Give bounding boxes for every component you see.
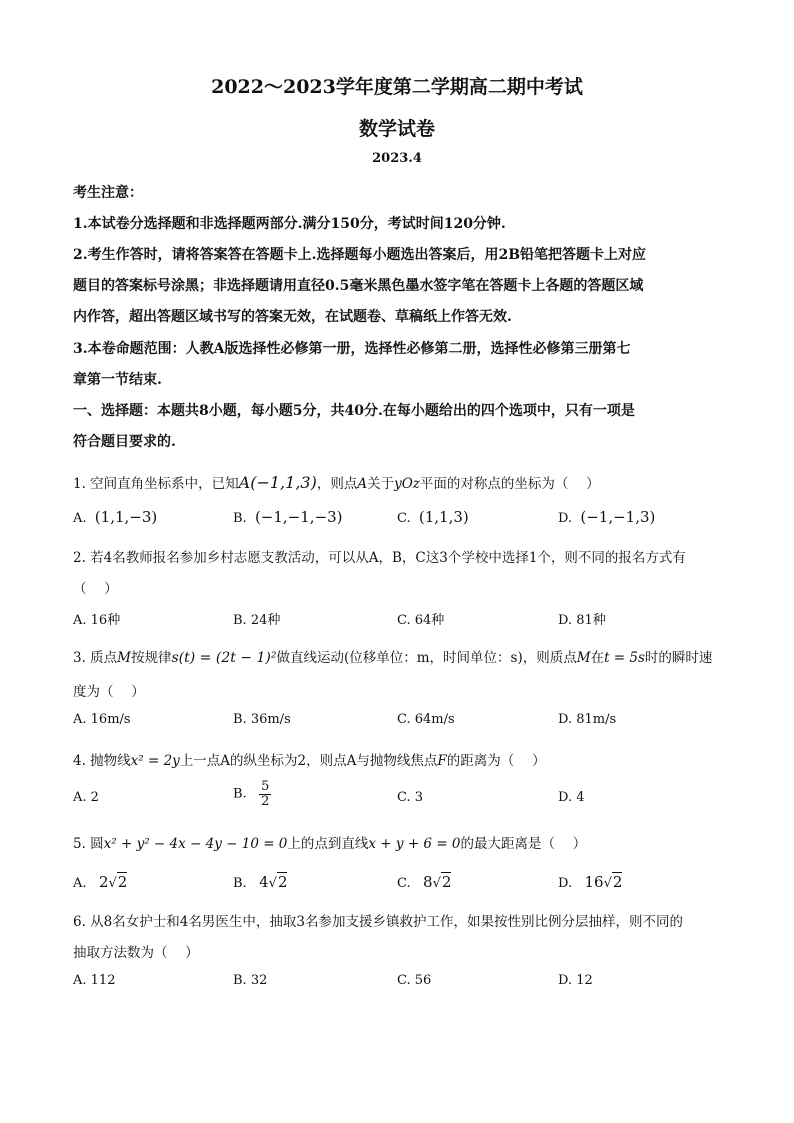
q1-text-d: 平面的对称点的坐标为（ ）	[419, 476, 600, 492]
question-6-stem-line1: 6. 从8名女护士和4名男医生中，抽取3名参加支援乡镇救护工作，如果按性别比例分层抽样，则不同的	[73, 914, 683, 930]
section-heading-line1: 一、选择题：本题共8小题，每小题5分，共40分.在每小题给出的四个选项中，只有一项是	[73, 403, 635, 419]
q5-option-d[interactable]: D. 16√2	[558, 873, 623, 891]
question-3-stem-line2: 度为（ ）	[73, 684, 145, 700]
q4-text-a: 4. 抛物线	[73, 753, 131, 769]
section-heading-line2: 符合题目要求的.	[73, 434, 176, 450]
q3-option-b[interactable]: B. 36m/s	[233, 712, 291, 727]
q3-text-c: 做直线运动(位移单位：m，时间单位：s)，则质点	[276, 650, 577, 666]
q1-option-a-letter: A.	[73, 511, 87, 526]
q6-option-d[interactable]: D. 12	[558, 973, 593, 988]
question-3-stem-line1	[73, 646, 733, 666]
q5-line-formula: x + y + 6 = 0	[368, 836, 461, 852]
q5-option-b-coef: 4	[259, 873, 269, 891]
q5-option-a[interactable]: A. 2√2	[73, 873, 128, 891]
q3-point-m: M	[117, 650, 131, 666]
q1-text-c: 关于	[367, 476, 395, 492]
q5-option-b[interactable]: B. 4√2	[233, 873, 288, 891]
question-5-stem	[73, 832, 733, 852]
q5-option-d-letter: D.	[558, 876, 573, 891]
q4-formula: x² = 2y	[130, 753, 180, 769]
q5-option-b-radicand: 2	[277, 873, 288, 891]
question-6-stem-line2: 抽取方法数为（ ）	[73, 945, 199, 961]
q1-point-name: A	[357, 476, 368, 492]
q1-option-d-value: (−1,−1,3)	[580, 508, 656, 526]
q5-option-c-letter: C.	[397, 876, 411, 891]
q5-option-a-radicand: 2	[117, 873, 128, 891]
q5-text-b: 上的点到直线	[287, 836, 369, 852]
q1-option-c-value: (1,1,3)	[418, 508, 469, 526]
notice-item-2-line1: 2.考生作答时，请将答案答在答题卡上.选择题每小题选出答案后，用2B铅笔把答题卡上对应	[73, 247, 647, 263]
notice-heading: 考生注意：	[73, 185, 143, 201]
q3-text-b: 按规律	[131, 650, 172, 666]
q3-option-c[interactable]: C. 64m/s	[397, 712, 455, 727]
q1-option-a-value: (1,1,−3)	[94, 508, 158, 526]
q4-option-b-letter: B.	[233, 786, 247, 802]
q5-text-a: 5. 圆	[73, 836, 104, 852]
q4-option-a[interactable]: A. 2	[73, 790, 99, 805]
q5-option-d-coef: 16	[584, 873, 604, 891]
q4-option-c[interactable]: C. 3	[397, 790, 424, 805]
q5-option-d-radicand: 2	[612, 873, 623, 891]
q5-text-c: 的最大距离是（ ）	[460, 836, 587, 852]
q3-text-d: 在	[590, 650, 605, 666]
q2-option-a[interactable]: A. 16种	[73, 613, 121, 628]
question-2-stem-line1: 2. 若4名教师报名参加乡村志愿支教活动，可以从A，B，C这3个学校中选择1个，则不同的报名方式有	[73, 550, 686, 566]
exam-date: 2023.4	[372, 151, 422, 166]
q3-formula: s(t) = (2t − 1)²	[171, 650, 277, 666]
q5-option-a-coef: 2	[98, 873, 109, 891]
notice-item-3-line2: 章第一节结束.	[73, 372, 162, 388]
exam-subject: 数学试卷	[358, 118, 435, 140]
q1-option-b-letter: B.	[233, 511, 247, 526]
q4-text-c: 的距离为（ ）	[446, 753, 546, 769]
question-1-stem	[73, 472, 733, 492]
q1-point: A(−1,1,3)	[238, 473, 317, 492]
q5-option-c[interactable]: C. 8√2	[397, 873, 452, 891]
q5-option-c-radicand: 2	[441, 873, 452, 891]
q1-option-d[interactable]	[558, 508, 655, 526]
notice-item-3-line1: 3.本卷命题范围：人教A版选择性必修第一册，选择性必修第二册，选择性必修第三册第七	[73, 341, 631, 357]
q3-point-m2: M	[576, 650, 591, 666]
q3-option-d[interactable]: D. 81m/s	[558, 712, 617, 727]
q1-option-b[interactable]	[233, 508, 343, 526]
q1-plane: yOz	[394, 476, 420, 492]
q1-option-c-letter: C.	[397, 511, 411, 526]
q6-option-c[interactable]: C. 56	[397, 973, 432, 988]
q3-time: t = 5s	[604, 650, 645, 666]
question-2-stem-line2: （ ）	[73, 581, 118, 597]
q2-option-d[interactable]: D. 81种	[558, 613, 606, 628]
q5-option-a-letter: A.	[73, 876, 87, 891]
q6-option-a[interactable]: A. 112	[73, 973, 116, 988]
q4-focus: F	[437, 753, 447, 769]
q3-text-a: 3. 质点	[73, 650, 118, 666]
q1-option-c[interactable]	[397, 508, 469, 526]
fraction-denominator: 2	[261, 793, 270, 809]
q4-option-b[interactable]	[233, 780, 271, 808]
q5-option-c-coef: 8	[423, 873, 433, 891]
q1-option-b-value: (−1,−1,−3)	[254, 508, 343, 526]
q5-option-b-letter: B.	[233, 876, 247, 891]
notice-item-1: 1.本试卷分选择题和非选择题两部分.满分150分，考试时间120分钟.	[73, 216, 506, 232]
q1-option-d-letter: D.	[558, 511, 573, 526]
q3-text-e: 时的瞬时速	[644, 650, 713, 666]
q4-option-d[interactable]: D. 4	[558, 790, 585, 805]
question-4-stem	[73, 749, 733, 769]
exam-title: 2022～2023学年度第二学期高二期中考试	[211, 76, 583, 98]
q4-text-b: 上一点A的纵坐标为2，则点A与抛物线焦点	[179, 753, 438, 769]
q1-text-b: ，则点	[316, 476, 358, 492]
q2-option-b[interactable]: B. 24种	[233, 613, 281, 628]
q2-option-c[interactable]: C. 64种	[397, 613, 445, 628]
q3-option-a[interactable]: A. 16m/s	[73, 712, 131, 727]
fraction-numerator: 5	[261, 779, 270, 794]
q1-option-a[interactable]	[73, 508, 157, 526]
notice-item-2-line3: 内作答，超出答题区域书写的答案无效，在试题卷、草稿纸上作答无效.	[73, 309, 512, 325]
notice-item-2-line2: 题目的答案标号涂黑；非选择题请用直径0.5毫米黑色墨水签字笔在答题卡上各题的答题区域	[73, 278, 644, 294]
q6-option-b[interactable]: B. 32	[233, 973, 268, 988]
q1-text-a: 1. 空间直角坐标系中，已知	[73, 476, 239, 492]
q5-circle-formula: x² + y² − 4x − 4y − 10 = 0	[103, 836, 288, 852]
q4-option-b-fraction	[259, 780, 271, 808]
